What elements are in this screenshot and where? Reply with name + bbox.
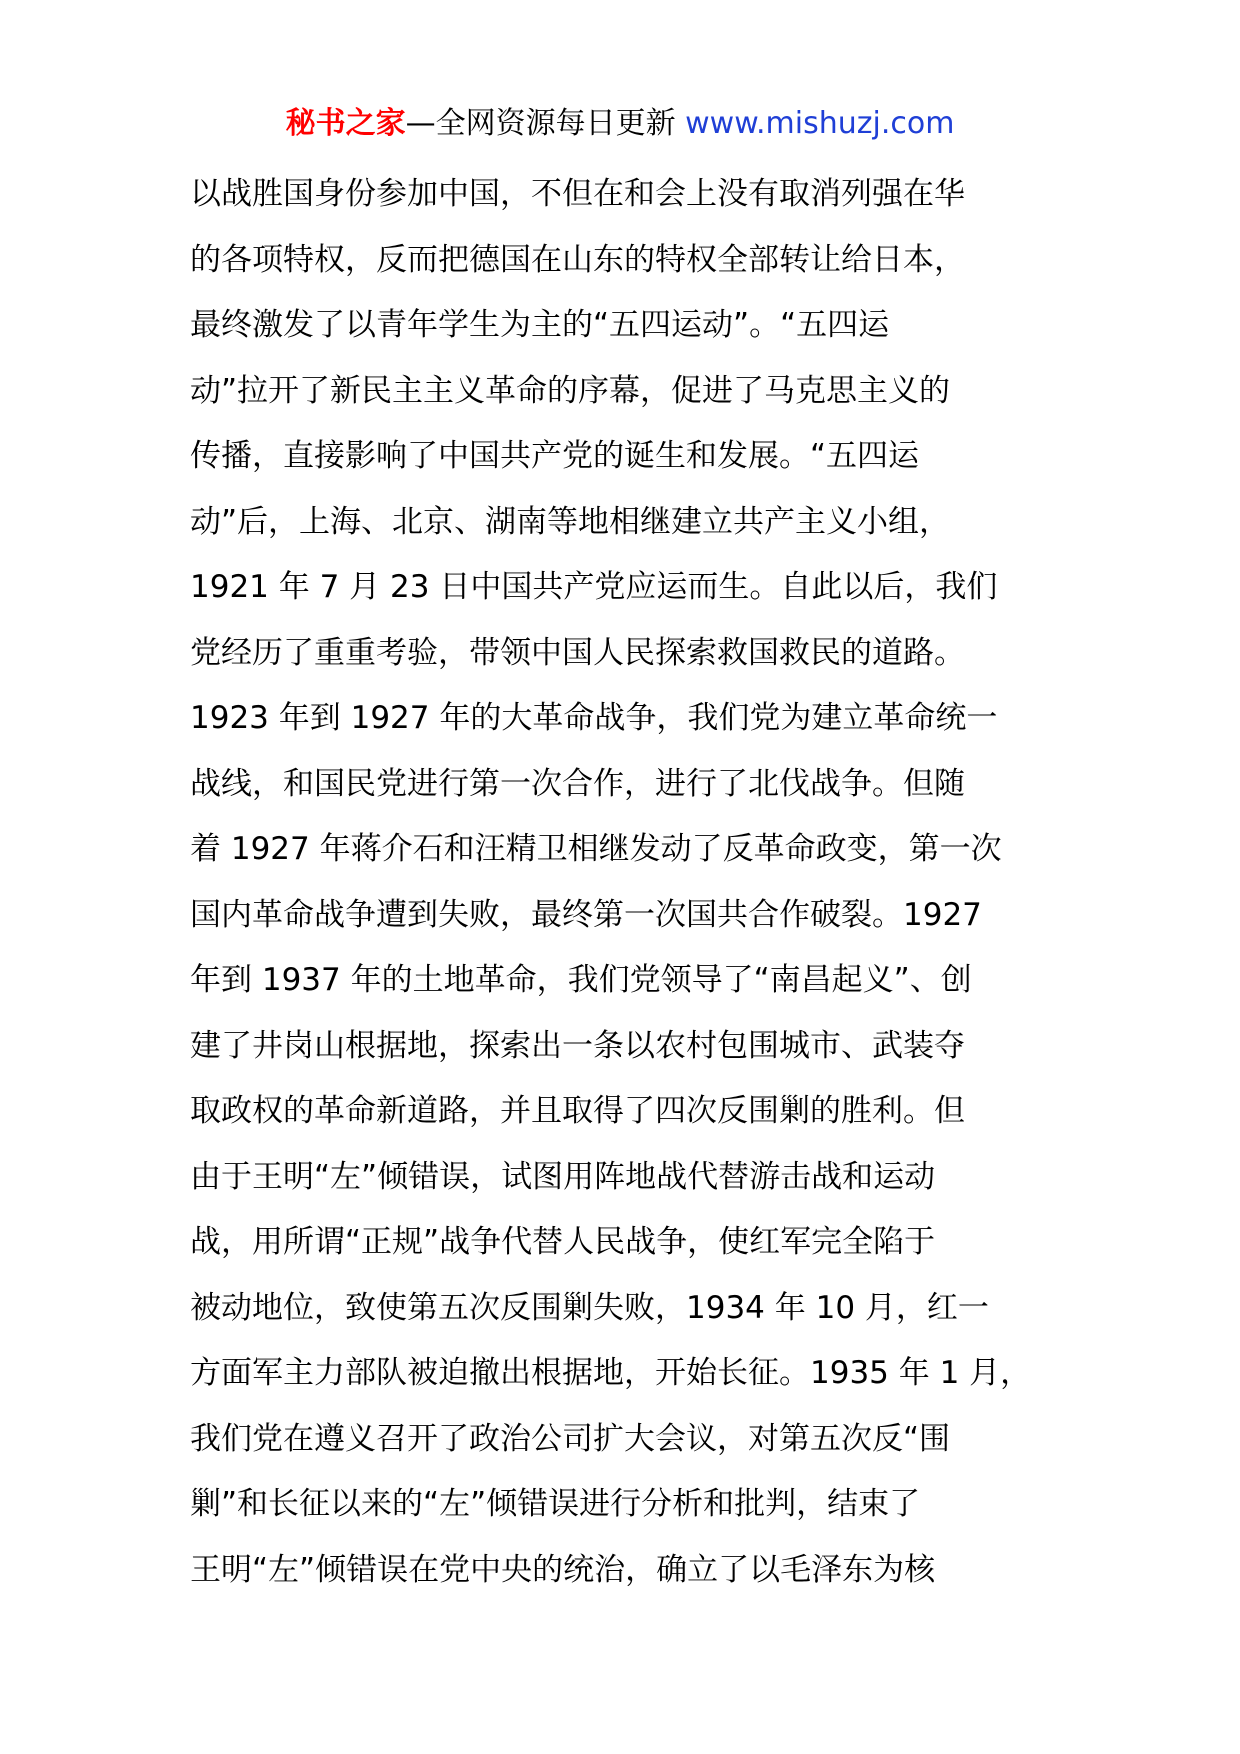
text-line: 年到 1937 年的土地革命，我们党领导了“南昌起义”、创: [190, 962, 972, 998]
text-line: 建了井岗山根据地，探索出一条以农村包围城市、武装夺: [190, 1027, 965, 1064]
text-line: 的各项特权，反而把德国在山东的特权全部转让给日本，: [190, 241, 965, 278]
text-line: 剿”和长征以来的“左”倾错误进行分析和批判，结束了: [190, 1486, 921, 1522]
text-line: 取政权的革命新道路，并且取得了四次反围剿的胜利。但: [190, 1093, 965, 1129]
text-line: 国内革命战争遭到失败，最终第一次国共合作破裂。1927: [190, 896, 982, 933]
text-line: 方面军主力部队被迫撤出根据地，开始长征。1935 年 1 月，: [190, 1355, 1032, 1391]
text-line: 战，用所谓“正规”战争代替人民战争，使红军完全陷于: [190, 1224, 936, 1260]
text-line: 党经历了重重考验，带领中国人民探索救国救民的道路。: [190, 634, 965, 671]
text-line: 传播，直接影响了中国共产党的诞生和发展。“五四运: [190, 438, 920, 474]
body-paragraph: [190, 162, 1090, 1603]
text-line: 1921 年 7 月 23 日中国共产党应运而生。自此以后，我们: [190, 569, 998, 605]
text-line: 最终激发了以青年学生为主的“五四运动”。“五四运: [190, 307, 890, 343]
text-line: 动”后，上海、北京、湖南等地相继建立共产主义小组，: [190, 503, 951, 540]
header-tagline: —全网资源每日更新: [405, 106, 676, 141]
text-line: 战线，和国民党进行第一次合作，进行了北伐战争。但随: [190, 765, 965, 802]
text-line: 王明“左”倾错误在党中央的统治，确立了以毛泽东为核: [190, 1551, 936, 1588]
text-line: 1923 年到 1927 年的大革命战争，我们党为建立革命统一: [190, 700, 998, 736]
text-line: 被动地位，致使第五次反围剿失败，1934 年 10 月，红一: [190, 1289, 989, 1326]
text-line: 我们党在遵义召开了政治公司扩大会议，对第五次反“围: [190, 1420, 951, 1457]
text-line: 由于王明“左”倾错误，试图用阵地战代替游击战和运动: [190, 1158, 936, 1195]
header-url[interactable]: www.mishuzj.com: [685, 106, 955, 141]
text-line: 着 1927 年蒋介石和汪精卫相继发动了反革命政变，第一次: [190, 831, 1002, 867]
page-header: [0, 102, 1240, 146]
text-line: 以战胜国身份参加中国，不但在和会上没有取消列强在华: [190, 176, 965, 212]
header-brand: 秘书之家: [285, 106, 406, 141]
text-line: 动”拉开了新民主主义革命的序幕，促进了马克思主义的: [190, 372, 951, 409]
